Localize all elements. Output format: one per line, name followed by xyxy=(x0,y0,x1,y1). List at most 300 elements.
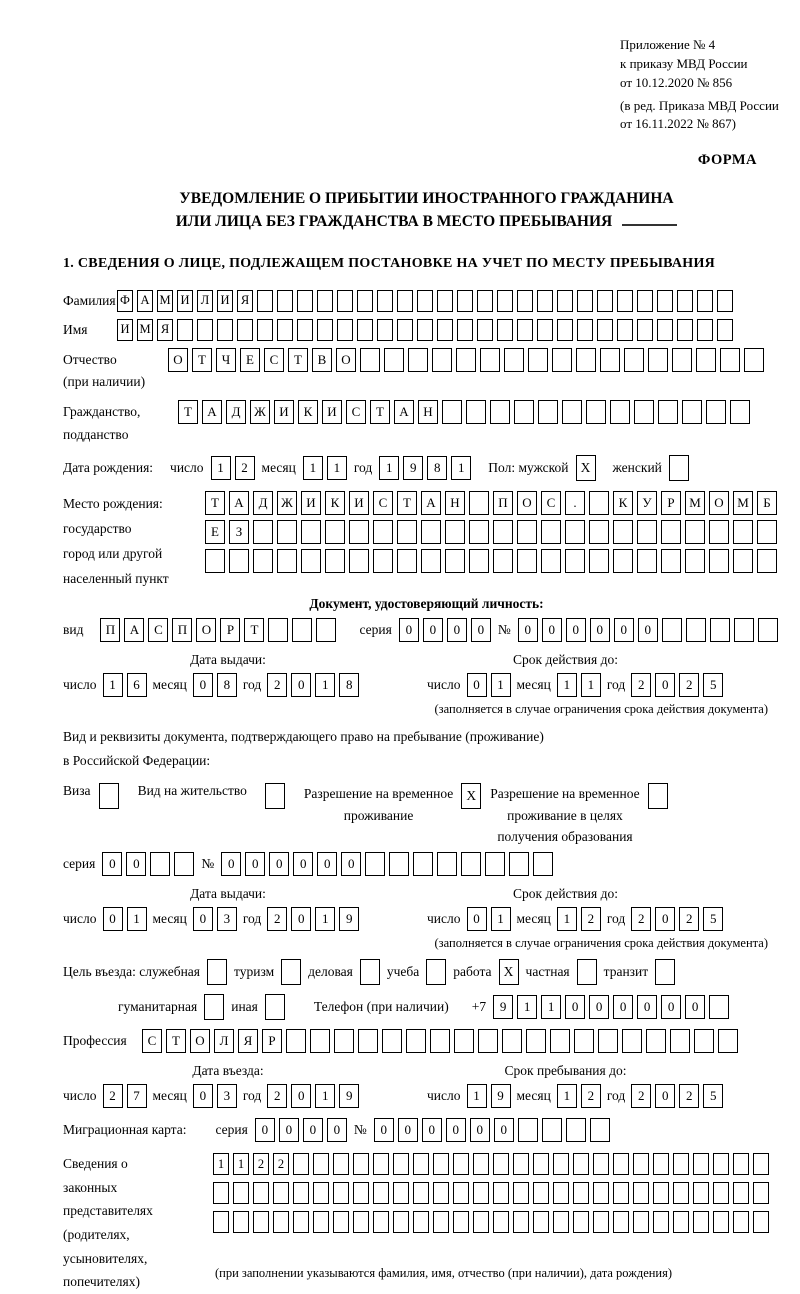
form-cell[interactable] xyxy=(553,1211,569,1233)
form-cell[interactable] xyxy=(655,959,675,985)
form-cell[interactable] xyxy=(597,290,613,312)
form-cell[interactable] xyxy=(553,1182,569,1204)
form-cell[interactable] xyxy=(477,319,493,341)
form-cell[interactable] xyxy=(633,1211,649,1233)
form-cell[interactable] xyxy=(213,1182,229,1204)
form-cell[interactable] xyxy=(593,1211,609,1233)
form-cell[interactable] xyxy=(613,1182,629,1204)
form-cell[interactable]: И xyxy=(117,319,133,341)
form-cell[interactable]: 1 xyxy=(379,456,399,480)
form-cell[interactable] xyxy=(373,520,393,544)
form-cell[interactable] xyxy=(204,994,224,1020)
form-cell[interactable] xyxy=(669,455,689,481)
form-cell[interactable] xyxy=(333,1182,349,1204)
form-cell[interactable] xyxy=(433,1211,449,1233)
form-cell[interactable] xyxy=(397,520,417,544)
form-cell[interactable] xyxy=(552,348,572,372)
form-cell[interactable]: Р xyxy=(262,1029,282,1053)
form-cell[interactable] xyxy=(733,1182,749,1204)
form-cell[interactable]: Н xyxy=(445,491,465,515)
form-cell[interactable]: О xyxy=(336,348,356,372)
form-cell[interactable]: 2 xyxy=(679,673,699,697)
form-cell[interactable] xyxy=(286,1029,306,1053)
form-cell[interactable]: 0 xyxy=(291,673,311,697)
form-cell[interactable]: Б xyxy=(757,491,777,515)
form-cell[interactable]: Т xyxy=(397,491,417,515)
form-cell[interactable]: И xyxy=(322,400,342,424)
form-cell[interactable]: Р xyxy=(661,491,681,515)
form-cell[interactable] xyxy=(277,290,293,312)
form-cell[interactable] xyxy=(430,1029,450,1053)
form-cell[interactable]: 1 xyxy=(491,673,511,697)
form-cell[interactable] xyxy=(709,995,729,1019)
form-cell[interactable] xyxy=(273,1182,289,1204)
form-cell[interactable] xyxy=(473,1211,489,1233)
form-cell[interactable]: 2 xyxy=(679,907,699,931)
form-cell[interactable]: И xyxy=(217,290,233,312)
form-cell[interactable] xyxy=(513,1153,529,1175)
form-cell[interactable] xyxy=(490,400,510,424)
form-cell[interactable] xyxy=(174,852,194,876)
form-cell[interactable]: 0 xyxy=(685,995,705,1019)
form-cell[interactable] xyxy=(397,290,413,312)
form-cell[interactable] xyxy=(316,618,336,642)
form-cell[interactable] xyxy=(466,400,486,424)
form-cell[interactable] xyxy=(301,520,321,544)
form-cell[interactable]: М xyxy=(733,491,753,515)
form-cell[interactable]: 0 xyxy=(655,673,675,697)
form-cell[interactable] xyxy=(480,348,500,372)
form-cell[interactable]: 2 xyxy=(267,1084,287,1108)
form-cell[interactable]: Я xyxy=(157,319,173,341)
form-cell[interactable]: О xyxy=(196,618,216,642)
form-cell[interactable] xyxy=(437,290,453,312)
form-cell[interactable] xyxy=(478,1029,498,1053)
form-cell[interactable] xyxy=(653,1211,669,1233)
form-cell[interactable]: 3 xyxy=(217,907,237,931)
form-cell[interactable] xyxy=(393,1211,409,1233)
form-cell[interactable]: Р xyxy=(220,618,240,642)
form-cell[interactable]: А xyxy=(421,491,441,515)
form-cell[interactable] xyxy=(686,618,706,642)
form-cell[interactable] xyxy=(758,618,778,642)
form-cell[interactable] xyxy=(477,290,493,312)
form-cell[interactable]: 1 xyxy=(233,1153,249,1175)
form-cell[interactable] xyxy=(313,1153,329,1175)
form-cell[interactable]: 1 xyxy=(557,673,577,697)
form-cell[interactable] xyxy=(253,1211,269,1233)
form-cell[interactable] xyxy=(553,1153,569,1175)
form-cell[interactable] xyxy=(537,290,553,312)
form-cell[interactable] xyxy=(213,1211,229,1233)
form-cell[interactable] xyxy=(573,1211,589,1233)
form-cell[interactable] xyxy=(497,319,513,341)
form-cell[interactable] xyxy=(207,959,227,985)
form-cell[interactable]: Т xyxy=(192,348,212,372)
form-cell[interactable]: 8 xyxy=(339,673,359,697)
form-cell[interactable]: М xyxy=(157,290,173,312)
form-cell[interactable]: 1 xyxy=(315,1084,335,1108)
form-cell[interactable] xyxy=(268,618,288,642)
form-cell[interactable] xyxy=(657,290,673,312)
form-cell[interactable] xyxy=(453,1153,469,1175)
form-cell[interactable] xyxy=(357,319,373,341)
form-cell[interactable] xyxy=(757,549,777,573)
form-cell[interactable]: . xyxy=(565,491,585,515)
form-cell[interactable] xyxy=(673,1211,689,1233)
form-cell[interactable] xyxy=(437,319,453,341)
form-cell[interactable]: X xyxy=(576,455,596,481)
form-cell[interactable] xyxy=(697,319,713,341)
form-cell[interactable]: 0 xyxy=(655,907,675,931)
form-cell[interactable] xyxy=(453,1182,469,1204)
form-cell[interactable]: 0 xyxy=(291,907,311,931)
form-cell[interactable] xyxy=(397,319,413,341)
form-cell[interactable]: 1 xyxy=(315,673,335,697)
form-cell[interactable] xyxy=(613,1211,629,1233)
form-cell[interactable] xyxy=(696,348,716,372)
form-cell[interactable]: 0 xyxy=(193,673,213,697)
form-cell[interactable]: 0 xyxy=(423,618,443,642)
form-cell[interactable] xyxy=(297,319,313,341)
form-cell[interactable]: 0 xyxy=(303,1118,323,1142)
form-cell[interactable] xyxy=(541,549,561,573)
form-cell[interactable]: 2 xyxy=(267,907,287,931)
form-cell[interactable]: 0 xyxy=(542,618,562,642)
form-cell[interactable] xyxy=(662,618,682,642)
form-cell[interactable] xyxy=(373,549,393,573)
form-cell[interactable] xyxy=(613,549,633,573)
form-cell[interactable] xyxy=(426,959,446,985)
form-cell[interactable]: 2 xyxy=(235,456,255,480)
form-cell[interactable] xyxy=(685,549,705,573)
form-cell[interactable]: А xyxy=(124,618,144,642)
form-cell[interactable] xyxy=(229,549,249,573)
form-cell[interactable] xyxy=(622,1029,642,1053)
form-cell[interactable]: Т xyxy=(244,618,264,642)
form-cell[interactable] xyxy=(349,520,369,544)
form-cell[interactable]: Н xyxy=(418,400,438,424)
form-cell[interactable]: С xyxy=(142,1029,162,1053)
form-cell[interactable]: 0 xyxy=(613,995,633,1019)
form-cell[interactable] xyxy=(617,290,633,312)
form-cell[interactable]: 2 xyxy=(103,1084,123,1108)
form-cell[interactable]: 7 xyxy=(127,1084,147,1108)
form-cell[interactable] xyxy=(717,319,733,341)
form-cell[interactable]: 0 xyxy=(470,1118,490,1142)
form-cell[interactable]: О xyxy=(709,491,729,515)
form-cell[interactable]: 0 xyxy=(193,1084,213,1108)
form-cell[interactable]: С xyxy=(541,491,561,515)
form-cell[interactable] xyxy=(360,959,380,985)
form-cell[interactable]: 0 xyxy=(293,852,313,876)
form-cell[interactable]: 0 xyxy=(589,995,609,1019)
form-cell[interactable] xyxy=(713,1182,729,1204)
form-cell[interactable] xyxy=(517,549,537,573)
form-cell[interactable] xyxy=(637,549,657,573)
form-cell[interactable] xyxy=(382,1029,402,1053)
form-cell[interactable] xyxy=(389,852,409,876)
form-cell[interactable] xyxy=(637,290,653,312)
form-cell[interactable] xyxy=(533,1182,549,1204)
form-cell[interactable] xyxy=(393,1182,409,1204)
form-cell[interactable] xyxy=(753,1182,769,1204)
form-cell[interactable] xyxy=(533,852,553,876)
form-cell[interactable]: 1 xyxy=(557,907,577,931)
form-cell[interactable] xyxy=(393,1153,409,1175)
form-cell[interactable] xyxy=(253,520,273,544)
form-cell[interactable] xyxy=(413,1211,429,1233)
form-cell[interactable] xyxy=(384,348,404,372)
form-cell[interactable] xyxy=(408,348,428,372)
form-cell[interactable] xyxy=(565,520,585,544)
form-cell[interactable]: К xyxy=(298,400,318,424)
form-cell[interactable]: 1 xyxy=(315,907,335,931)
form-cell[interactable] xyxy=(661,549,681,573)
form-cell[interactable] xyxy=(325,549,345,573)
form-cell[interactable]: Д xyxy=(253,491,273,515)
form-cell[interactable] xyxy=(437,852,457,876)
form-cell[interactable] xyxy=(313,1211,329,1233)
form-cell[interactable]: 1 xyxy=(303,456,323,480)
form-cell[interactable] xyxy=(493,1211,509,1233)
form-cell[interactable]: С xyxy=(148,618,168,642)
form-cell[interactable] xyxy=(733,520,753,544)
form-cell[interactable] xyxy=(413,1182,429,1204)
form-cell[interactable] xyxy=(353,1153,369,1175)
form-cell[interactable]: С xyxy=(373,491,393,515)
form-cell[interactable]: X xyxy=(461,783,481,809)
form-cell[interactable]: 1 xyxy=(581,673,601,697)
form-cell[interactable] xyxy=(334,1029,354,1053)
form-cell[interactable]: С xyxy=(346,400,366,424)
form-cell[interactable] xyxy=(734,618,754,642)
form-cell[interactable] xyxy=(197,319,213,341)
form-cell[interactable] xyxy=(648,783,668,809)
form-cell[interactable] xyxy=(317,290,333,312)
form-cell[interactable]: 0 xyxy=(255,1118,275,1142)
form-cell[interactable]: 0 xyxy=(447,618,467,642)
form-cell[interactable]: Т xyxy=(288,348,308,372)
form-cell[interactable] xyxy=(589,491,609,515)
form-cell[interactable] xyxy=(253,1182,269,1204)
form-cell[interactable]: Ж xyxy=(250,400,270,424)
form-cell[interactable] xyxy=(542,1118,562,1142)
form-cell[interactable] xyxy=(550,1029,570,1053)
form-cell[interactable]: 9 xyxy=(493,995,513,1019)
form-cell[interactable] xyxy=(413,1153,429,1175)
form-cell[interactable] xyxy=(237,319,253,341)
form-cell[interactable]: О xyxy=(190,1029,210,1053)
form-cell[interactable] xyxy=(634,400,654,424)
form-cell[interactable]: 0 xyxy=(446,1118,466,1142)
form-cell[interactable] xyxy=(720,348,740,372)
form-cell[interactable]: 1 xyxy=(491,907,511,931)
form-cell[interactable] xyxy=(293,1182,309,1204)
form-cell[interactable] xyxy=(573,1153,589,1175)
form-cell[interactable] xyxy=(514,400,534,424)
form-cell[interactable] xyxy=(277,520,297,544)
form-cell[interactable] xyxy=(337,290,353,312)
form-cell[interactable]: Я xyxy=(237,290,253,312)
form-cell[interactable]: 0 xyxy=(467,673,487,697)
form-cell[interactable]: 1 xyxy=(541,995,561,1019)
form-cell[interactable] xyxy=(562,400,582,424)
form-cell[interactable] xyxy=(456,348,476,372)
form-cell[interactable] xyxy=(573,1182,589,1204)
form-cell[interactable] xyxy=(292,618,312,642)
form-cell[interactable]: К xyxy=(325,491,345,515)
form-cell[interactable] xyxy=(453,1211,469,1233)
form-cell[interactable]: 0 xyxy=(341,852,361,876)
form-cell[interactable] xyxy=(353,1182,369,1204)
form-cell[interactable] xyxy=(693,1153,709,1175)
form-cell[interactable]: П xyxy=(100,618,120,642)
form-cell[interactable]: 2 xyxy=(581,1084,601,1108)
form-cell[interactable] xyxy=(493,1153,509,1175)
form-cell[interactable]: 2 xyxy=(253,1153,269,1175)
form-cell[interactable] xyxy=(693,1182,709,1204)
form-cell[interactable]: 8 xyxy=(427,456,447,480)
form-cell[interactable] xyxy=(574,1029,594,1053)
form-cell[interactable]: Ч xyxy=(216,348,236,372)
form-cell[interactable]: 0 xyxy=(193,907,213,931)
form-cell[interactable] xyxy=(293,1153,309,1175)
form-cell[interactable] xyxy=(706,400,726,424)
form-cell[interactable] xyxy=(349,549,369,573)
form-cell[interactable] xyxy=(373,1182,389,1204)
form-cell[interactable]: Е xyxy=(205,520,225,544)
form-cell[interactable] xyxy=(433,1153,449,1175)
form-cell[interactable] xyxy=(377,290,393,312)
form-cell[interactable] xyxy=(517,520,537,544)
form-cell[interactable] xyxy=(697,290,713,312)
form-cell[interactable]: К xyxy=(613,491,633,515)
form-cell[interactable] xyxy=(513,1211,529,1233)
form-cell[interactable]: 5 xyxy=(703,1084,723,1108)
form-cell[interactable]: Е xyxy=(240,348,260,372)
form-cell[interactable] xyxy=(597,319,613,341)
form-cell[interactable] xyxy=(533,1211,549,1233)
form-cell[interactable] xyxy=(313,1182,329,1204)
form-cell[interactable]: 1 xyxy=(127,907,147,931)
form-cell[interactable] xyxy=(265,994,285,1020)
form-cell[interactable] xyxy=(445,520,465,544)
form-cell[interactable] xyxy=(590,1118,610,1142)
form-cell[interactable] xyxy=(733,1153,749,1175)
form-cell[interactable]: 1 xyxy=(451,456,471,480)
form-cell[interactable]: 0 xyxy=(655,1084,675,1108)
form-cell[interactable] xyxy=(421,520,441,544)
form-cell[interactable] xyxy=(373,1211,389,1233)
form-cell[interactable] xyxy=(637,520,657,544)
form-cell[interactable]: П xyxy=(493,491,513,515)
form-cell[interactable] xyxy=(277,549,297,573)
form-cell[interactable] xyxy=(709,549,729,573)
form-cell[interactable] xyxy=(653,1182,669,1204)
form-cell[interactable] xyxy=(598,1029,618,1053)
form-cell[interactable] xyxy=(753,1153,769,1175)
form-cell[interactable] xyxy=(541,520,561,544)
form-cell[interactable]: 2 xyxy=(679,1084,699,1108)
form-cell[interactable] xyxy=(757,520,777,544)
form-cell[interactable] xyxy=(233,1211,249,1233)
form-cell[interactable]: 0 xyxy=(637,995,657,1019)
form-cell[interactable] xyxy=(353,1211,369,1233)
form-cell[interactable] xyxy=(566,1118,586,1142)
form-cell[interactable] xyxy=(273,1211,289,1233)
form-cell[interactable] xyxy=(373,1153,389,1175)
form-cell[interactable] xyxy=(504,348,524,372)
form-cell[interactable]: 1 xyxy=(557,1084,577,1108)
form-cell[interactable] xyxy=(753,1211,769,1233)
form-cell[interactable]: 0 xyxy=(614,618,634,642)
form-cell[interactable] xyxy=(713,1153,729,1175)
form-cell[interactable] xyxy=(445,549,465,573)
form-cell[interactable]: 2 xyxy=(631,673,651,697)
form-cell[interactable]: 0 xyxy=(102,852,122,876)
form-cell[interactable] xyxy=(733,549,753,573)
form-cell[interactable] xyxy=(281,959,301,985)
form-cell[interactable]: 9 xyxy=(339,907,359,931)
form-cell[interactable]: 0 xyxy=(566,618,586,642)
form-cell[interactable]: 0 xyxy=(399,618,419,642)
form-cell[interactable] xyxy=(293,1211,309,1233)
form-cell[interactable]: И xyxy=(274,400,294,424)
form-cell[interactable]: Ф xyxy=(117,290,133,312)
form-cell[interactable]: 5 xyxy=(703,907,723,931)
form-cell[interactable] xyxy=(432,348,452,372)
form-cell[interactable] xyxy=(337,319,353,341)
form-cell[interactable]: П xyxy=(172,618,192,642)
form-cell[interactable] xyxy=(493,520,513,544)
form-cell[interactable] xyxy=(730,400,750,424)
form-cell[interactable] xyxy=(277,319,293,341)
form-cell[interactable] xyxy=(593,1153,609,1175)
form-cell[interactable] xyxy=(454,1029,474,1053)
form-cell[interactable] xyxy=(677,319,693,341)
form-cell[interactable] xyxy=(565,549,585,573)
form-cell[interactable]: 0 xyxy=(398,1118,418,1142)
form-cell[interactable] xyxy=(557,319,573,341)
form-cell[interactable] xyxy=(502,1029,522,1053)
form-cell[interactable]: 1 xyxy=(211,456,231,480)
form-cell[interactable] xyxy=(513,1182,529,1204)
form-cell[interactable]: X xyxy=(499,959,519,985)
form-cell[interactable] xyxy=(657,319,673,341)
form-cell[interactable] xyxy=(661,520,681,544)
form-cell[interactable]: Т xyxy=(205,491,225,515)
form-cell[interactable] xyxy=(517,319,533,341)
form-cell[interactable] xyxy=(99,783,119,809)
form-cell[interactable] xyxy=(421,549,441,573)
form-cell[interactable] xyxy=(658,400,678,424)
form-cell[interactable] xyxy=(526,1029,546,1053)
form-cell[interactable] xyxy=(413,852,433,876)
form-cell[interactable]: 0 xyxy=(279,1118,299,1142)
form-cell[interactable] xyxy=(717,290,733,312)
form-cell[interactable] xyxy=(646,1029,666,1053)
form-cell[interactable] xyxy=(473,1153,489,1175)
form-cell[interactable] xyxy=(673,1182,689,1204)
form-cell[interactable]: 0 xyxy=(565,995,585,1019)
form-cell[interactable] xyxy=(633,1153,649,1175)
form-cell[interactable] xyxy=(637,319,653,341)
form-cell[interactable]: 1 xyxy=(327,456,347,480)
form-cell[interactable] xyxy=(624,348,644,372)
form-cell[interactable] xyxy=(648,348,668,372)
form-cell[interactable]: И xyxy=(349,491,369,515)
